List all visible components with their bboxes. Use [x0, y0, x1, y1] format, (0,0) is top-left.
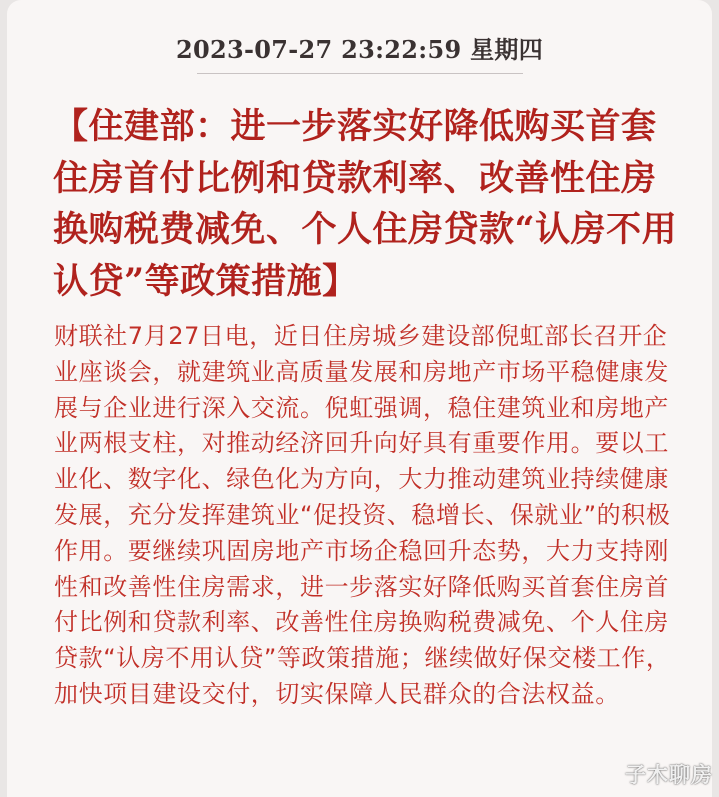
watermark-logo: 子木聊房 — [625, 763, 713, 787]
article-headline: 【住建部：进一步落实好降低购买首套住房首付比例和贷款利率、改善性住房换购税费减免、个人住房贷款“认房不用认贷”等政策措施】 — [53, 106, 678, 302]
article-body: 财联社7月27日电，近日住房城乡建设部倪虹部长召开企业座谈会，就建筑业高质量发展和房地产市场平稳健康发展与企业进行深入交流。倪虹强调，稳住建筑业和房地产业两根支柱，对推动经济回升向好具有重要作用。要以工业化、数字化、绿色化为方向，大力推动建筑业持续健康发展，充分发挥建筑业“促投资、稳增长、保就业”的积极作用。要继续巩固房地产市场企稳回升态势，大力支持刚性和改善性住房需求，进一步落实好降低购买首套住房首付比例和贷款利率、改善性住房换购税费减免、个人住房贷款“认房不用认贷”等政策措施；继续做好保交楼工作，加快项目建设交付，切实保障人民群众的合法权益。 — [54, 322, 671, 708]
timestamp-divider — [197, 73, 523, 74]
article-card — [7, 0, 712, 797]
article-timestamp: 2023-07-27 23:22:59 星期四 — [175, 35, 544, 64]
